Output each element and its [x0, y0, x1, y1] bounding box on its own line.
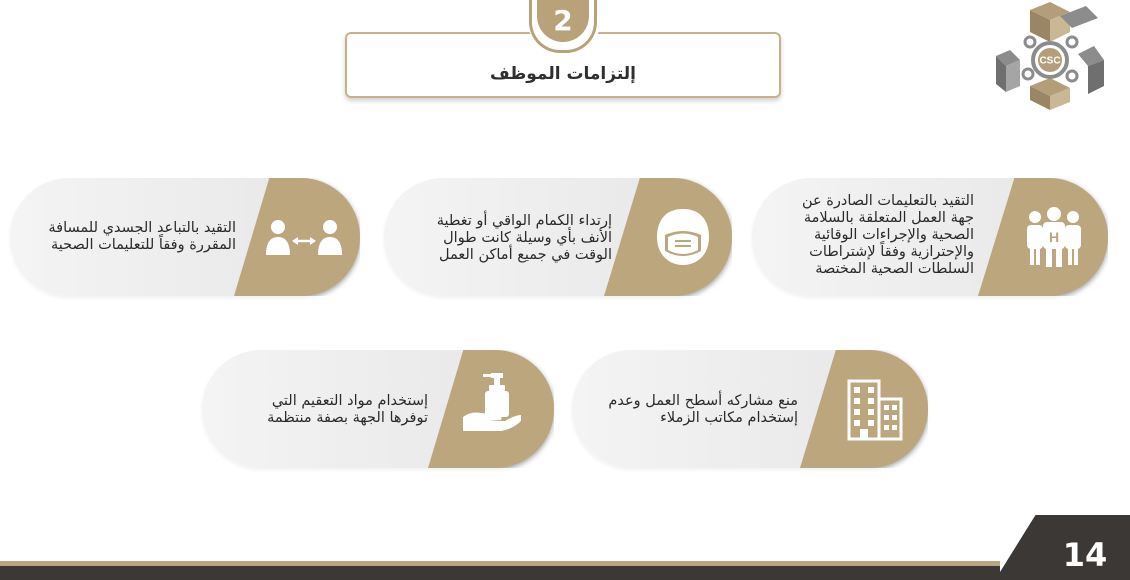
- card-health-instructions-text: التقيد بالتعليمات الصادرة عن جهة العمل المتعلقة بالسلامة الصحية والإجراءات الوقائية والإحترازية وفقاً لإشتراطات السلطات الصحية المختصة: [801, 193, 974, 277]
- svg-text:CSC: CSC: [1039, 55, 1061, 67]
- card-sanitizer-text: إستخدام مواد التعقيم التي توفرها الجهة بصفة منتظمة: [267, 393, 428, 426]
- svg-text:H: H: [1048, 229, 1060, 245]
- medical-staff-icon: [1022, 205, 1086, 269]
- step-number: 2: [553, 4, 573, 37]
- social-distancing-icon: [264, 217, 344, 257]
- card-shared-surfaces-text: منع مشاركه أسطح العمل وعدم إستخدام مكاتب الزملاء: [608, 393, 798, 426]
- card-face-mask-text: إرتداء الكمام الواقي أو تغطية الأنف بأي وسيلة كانت طوال الوقت في جميع أماكن العمل: [436, 213, 612, 263]
- page-title: إلتزامات الموظف: [490, 64, 636, 84]
- footer-bar: [0, 566, 1000, 580]
- card-social-distancing-text: التقيد بالتباعد الجسدي للمسافة المقررة وفقاً للتعليمات الصحية: [48, 220, 236, 253]
- office-building-icon: [845, 377, 905, 441]
- face-mask-icon: [651, 205, 715, 269]
- hand-sanitizer-icon: [461, 371, 525, 435]
- csc-logo: [990, 2, 1108, 112]
- page-number: 14: [1062, 536, 1108, 574]
